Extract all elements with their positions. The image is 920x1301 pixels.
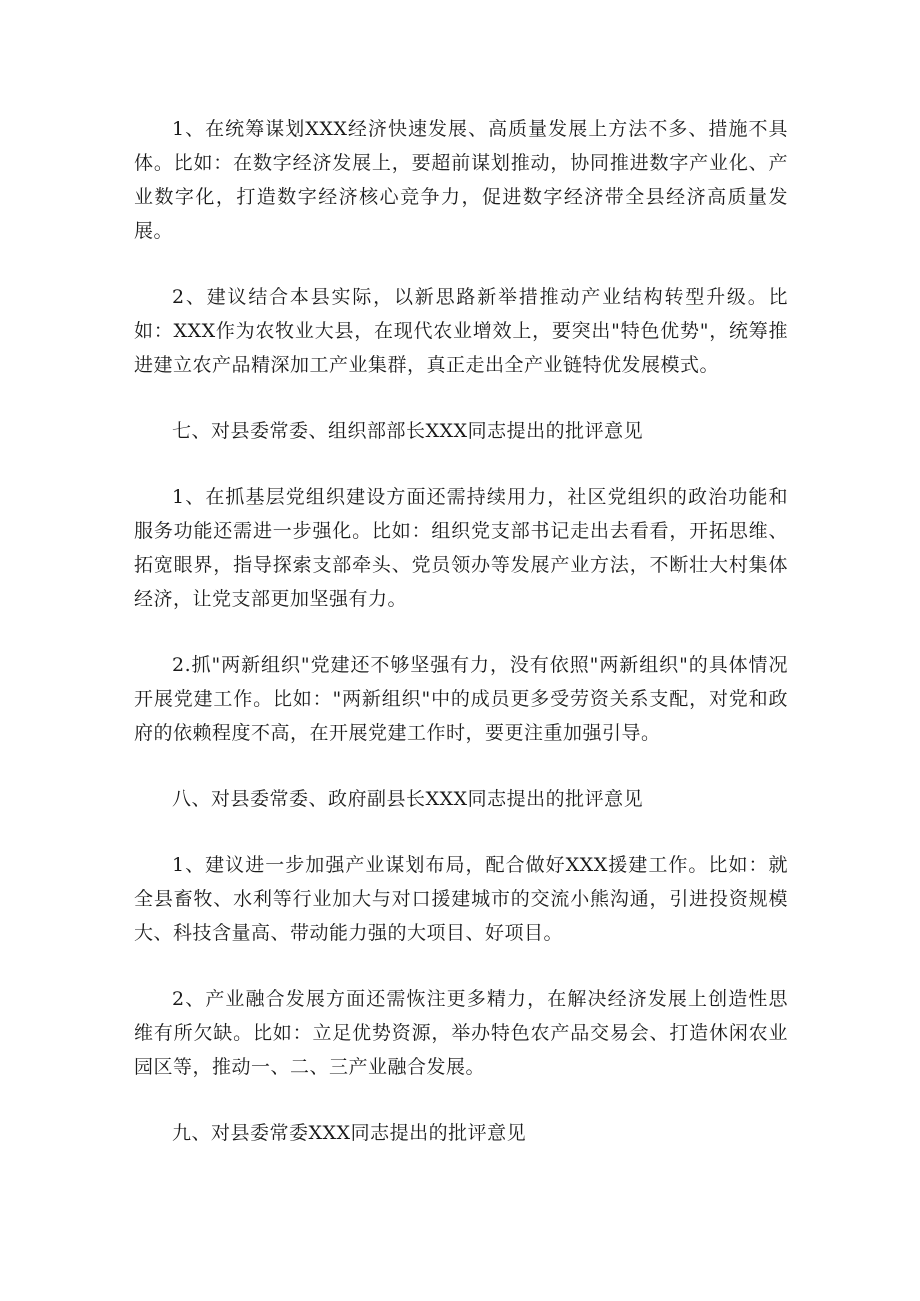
section-heading-8: 八、对县委常委、政府副县长XXX同志提出的批评意见 (172, 788, 644, 810)
section-heading-7: 七、对县委常委、组织部部长XXX同志提出的批评意见 (172, 420, 644, 442)
paragraph-5: 1、建议进一步加强产业谋划布局，配合做好XXX援建工作。比如：就全县畜牧、水利等行业加大与对口援建城市的交流小熊沟通，引进投资规模大、科技含量高、带动能力强的大项目、好项目。 (134, 854, 788, 944)
paragraph-4: 2.抓"两新组织"党建还不够坚强有力，没有依照"两新组织"的具体情况开展党建工作。比如："两新组织"中的成员更多受劳资关系支配，对党和政府的依赖程度不高，在开展党建工作时，要更注重加强引导。 (134, 654, 788, 744)
paragraph-1: 1、在统筹谋划XXX经济快速发展、高质量发展上方法不多、措施不具体。比如：在数字经济发展上，要超前谋划推动，协同推进数字产业化、产业数字化，打造数字经济核心竞争力，促进数字经济带全县经济高质量发展。 (134, 118, 788, 242)
paragraph-6: 2、产业融合发展方面还需恢注更多精力，在解决经济发展上创造性思维有所欠缺。比如：立足优势资源，举办特色农产品交易会、打造休闲农业园区等，推动一、二、三产业融合发展。 (134, 988, 788, 1078)
paragraph-3: 1、在抓基层党组织建设方面还需持续用力，社区党组织的政治功能和服务功能还需进一步强化。比如：组织党支部书记走出去看看，开拓思维、拓宽眼界，指导探索支部牵头、党员领办等发展产业方法，不断壮大村集体经济，让党支部更加坚强有力。 (134, 486, 788, 610)
paragraph-2: 2、建议结合本县实际，以新思路新举措推动产业结构转型升级。比如：XXX作为农牧业大县，在现代农业增效上，要突出"特色优势"，统筹推进建立农产品精深加工产业集群，真正走出全产业链特优发展模式。 (134, 286, 788, 376)
section-heading-9: 九、对县委常委XXX同志提出的批评意见 (172, 1122, 527, 1144)
